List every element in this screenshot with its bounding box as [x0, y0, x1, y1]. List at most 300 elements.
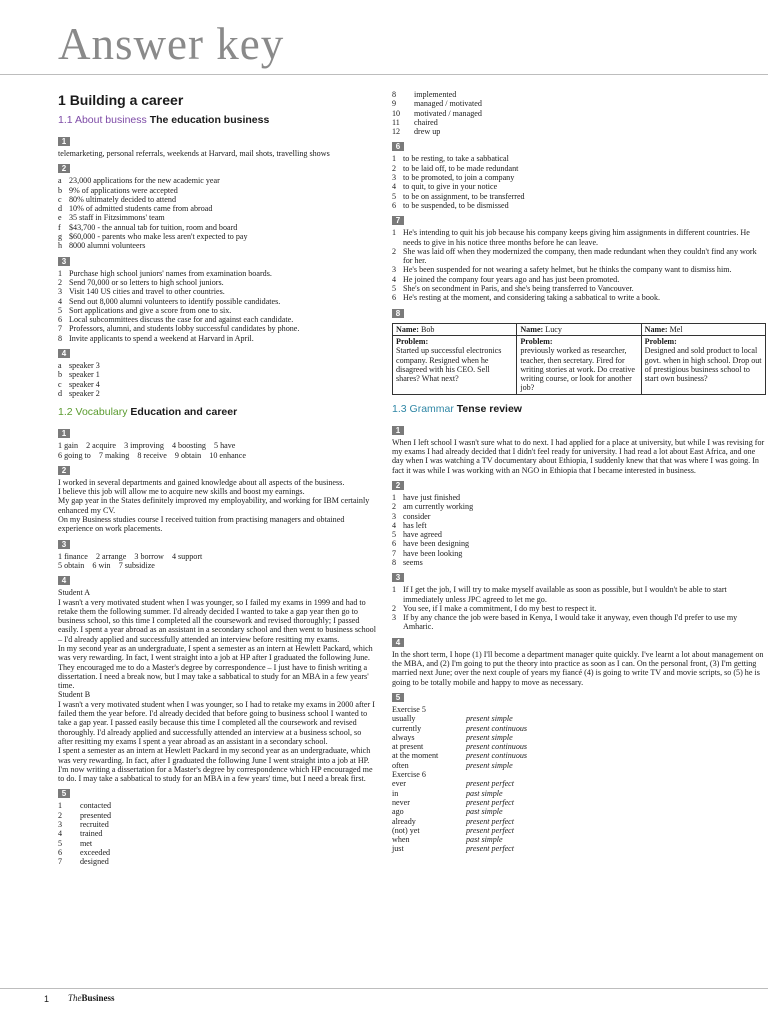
problem-label: Problem: [644, 336, 677, 346]
exercise-label: Exercise 5 [392, 704, 426, 714]
list-item [58, 204, 378, 213]
item-key: 1 [58, 268, 63, 278]
answer-paragraph: I believe this job will allow me to acquire new skills and boost my earnings. [58, 487, 305, 497]
item-key: 5 [58, 838, 63, 848]
answer-paragraph: I spent a semester as an intern at Hewlett Packard in my second year as an undergraduate, which was very rewarding. In fact, after I graduated the following June I went straight into a job at HP. I'm now writing a dissertation for a Master's degree by correspondence which HP encouraged me to do. I may take a sabbatical to study for an MBA in a few years' time, but I need a break first. [58, 746, 373, 784]
item-key: 7 [392, 548, 397, 558]
item-key: 5 [392, 284, 397, 294]
item-value: am currently working [403, 502, 474, 512]
tense-row [392, 807, 768, 816]
item-value: Professors, alumni, and students lobby successful candidates by phone. [69, 324, 300, 334]
item-value: to be suspended, to be dismissed [403, 200, 509, 210]
item-key: 5 [392, 530, 397, 540]
exercise-badge: 3 [58, 540, 70, 549]
list-item [392, 228, 768, 247]
item-key: 2 [58, 810, 63, 820]
item-key: 2 [58, 277, 63, 287]
list-item [392, 90, 768, 99]
tense-word: at the moment [392, 751, 439, 761]
exercise-badge: 2 [392, 481, 404, 490]
tense-word: usually [392, 714, 416, 724]
exercise-badge: 7 [392, 216, 404, 225]
list-item [392, 192, 768, 201]
item-key: f [58, 222, 61, 232]
item-value: motivated / managed [414, 108, 482, 118]
list-item [58, 839, 378, 848]
problem-text: Started up successful electronics company. Resigned when he disagreed with his CEO. Sell shares? What next? [396, 346, 502, 384]
answer-list [392, 585, 768, 631]
section-heading-1-3 [392, 403, 768, 415]
item-key: 1 [392, 154, 397, 164]
tense-name: present simple [466, 714, 513, 724]
answer-text: telemarketing, personal referrals, weekends at Harvard, mail shots, travelling shows [58, 149, 330, 158]
tense-word: at present [392, 742, 424, 752]
answer-list [392, 154, 768, 210]
tense-name: present continuous [466, 723, 528, 733]
answer-paragraphs [58, 588, 378, 783]
tense-name: present continuous [466, 742, 528, 752]
item-value: 8000 alumni volunteers [69, 241, 146, 251]
list-item [392, 549, 768, 558]
list-item [58, 370, 378, 379]
list-item [58, 361, 378, 370]
item-value: seems [403, 557, 423, 567]
list-item [392, 247, 768, 266]
unit-title: Building a career [69, 92, 184, 108]
item-key: 4 [58, 296, 63, 306]
item-value: to quit, to give in your notice [403, 182, 498, 192]
problem-label: Problem: [396, 336, 429, 346]
item-key: b [58, 185, 63, 195]
answer-line: 1 finance 2 arrange 3 borrow 4 support [58, 551, 203, 561]
item-value: designed [80, 857, 109, 867]
item-value: 35 staff in Fitzsimmons' team [69, 213, 165, 223]
list-item [392, 585, 768, 604]
item-value: Purchase high school juniors' names from examination boards. [69, 268, 272, 278]
item-value: Visit 140 US cities and travel to other countries. [69, 287, 225, 297]
list-item [58, 324, 378, 333]
item-key: 8 [58, 333, 63, 343]
exercise-label: Exercise 6 [392, 770, 426, 780]
list-item [392, 182, 768, 191]
tense-row [392, 779, 768, 788]
list-item [392, 109, 768, 118]
exercise-badge: 6 [392, 142, 404, 151]
list-item [392, 99, 768, 108]
list-item [58, 848, 378, 857]
item-value: have been designing [403, 539, 470, 549]
answer-list [58, 176, 378, 250]
item-key: c [58, 194, 62, 204]
item-key: 11 [392, 117, 400, 127]
tense-row [392, 844, 768, 853]
tense-name: present perfect [466, 797, 515, 807]
section-title: The education business [149, 114, 270, 126]
item-value: Local subcommittees discuss the case for and against each candidate. [69, 315, 294, 325]
exercise-badge: 5 [58, 789, 70, 798]
item-value: speaker 1 [69, 370, 100, 380]
list-item [392, 521, 768, 530]
exercise-badge: 4 [58, 576, 70, 585]
list-item [392, 512, 768, 521]
item-value: 23,000 applications for the new academic year [69, 176, 220, 186]
list-item [392, 530, 768, 539]
item-key: 6 [392, 539, 397, 549]
list-item [58, 306, 378, 315]
item-value: speaker 2 [69, 388, 100, 398]
item-value: He's intending to quit his job because his company keeps giving him assignments in different countries. He needs to give in his notice three months before he can leave. [403, 228, 750, 247]
section-label: Grammar [409, 402, 454, 415]
item-key: 8 [392, 90, 397, 99]
list-item [392, 164, 768, 173]
item-key: a [58, 176, 62, 186]
section-number: 1.3 [392, 402, 407, 415]
names-row [393, 323, 766, 335]
list-item [392, 173, 768, 182]
tense-row [392, 742, 768, 751]
exercise-badge: 1 [392, 426, 404, 435]
item-key: 7 [58, 324, 63, 334]
list-item [58, 269, 378, 278]
unit-heading [58, 92, 378, 108]
item-value: speaker 4 [69, 379, 100, 389]
item-value: managed / motivated [414, 99, 482, 109]
item-value: Invite applicants to spend a weekend at Harvard in April. [69, 333, 254, 343]
item-value: She's on secondment in Paris, and she's being transferred to Vancouver. [403, 284, 634, 294]
list-item [58, 278, 378, 287]
answer-list [58, 361, 378, 398]
answer-paragraph: My gap year in the States definitely improved my employability, and working for IBM certainly enhanced my CV. [58, 496, 370, 515]
page-title: Answer key [58, 19, 285, 69]
list-item [392, 493, 768, 502]
tense-table [392, 779, 768, 853]
exercise-badge: 1 [58, 429, 70, 438]
brand-logo [68, 993, 115, 1003]
tense-name: past simple [466, 835, 503, 845]
title-rule [0, 74, 768, 75]
item-value: $43,700 - the annual tab for tuition, room and board [69, 222, 238, 232]
tense-name: present simple [466, 760, 513, 770]
answer-line: 6 going to 7 making 8 receive 9 obtain 10 enhance [58, 450, 246, 460]
item-key: 9 [392, 99, 397, 109]
unit-number: 1 [58, 92, 66, 108]
tense-row [392, 761, 768, 770]
item-value: speaker 3 [69, 361, 100, 371]
answer-line: 1 gain 2 acquire 3 improving 4 boosting 5 have [58, 441, 236, 451]
list-item [58, 334, 378, 343]
list-item [58, 315, 378, 324]
brand-the: The [68, 993, 82, 1003]
tense-word: already [392, 816, 416, 826]
tense-word: just [392, 844, 404, 854]
tense-word: ago [392, 807, 404, 817]
names-table [392, 323, 766, 395]
problem-text: previously worked as researcher, teacher, then secretary. Fired for writing stories at work. Do creative writing course, or look for another job? [520, 346, 635, 393]
item-value: He's resting at the moment, and considering taking a sabbatical to write a book. [403, 293, 661, 303]
item-key: 4 [392, 182, 397, 192]
answer-list [392, 90, 768, 136]
item-key: h [58, 241, 63, 251]
section-number: 1.2 [58, 406, 73, 419]
answer-paragraphs [58, 478, 378, 534]
item-key: 2 [392, 246, 397, 256]
item-value: to be laid off, to be made redundant [403, 163, 519, 173]
section-label: Vocabulary [75, 406, 128, 419]
tense-name: present perfect [466, 779, 515, 789]
brand-name: Business [81, 993, 115, 1003]
tense-word: often [392, 760, 409, 770]
list-item [58, 820, 378, 829]
list-item [58, 213, 378, 222]
item-value: consider [403, 511, 431, 521]
tense-row [392, 789, 768, 798]
exercise-badge: 3 [58, 257, 70, 266]
problems-row [393, 335, 766, 394]
problem-cell [517, 335, 641, 394]
exercise-badge: 2 [58, 164, 70, 173]
exercise-badge: 4 [58, 349, 70, 358]
problem-cell [641, 335, 765, 394]
item-key: 12 [392, 127, 401, 137]
name-cell [393, 323, 517, 335]
name-cell [517, 323, 641, 335]
item-key: 3 [392, 265, 397, 275]
name-label: Name: [644, 324, 668, 334]
name-cell [641, 323, 765, 335]
item-key: 7 [58, 857, 63, 867]
section-title: Education and career [130, 406, 238, 419]
list-item [392, 604, 768, 613]
problem-cell [393, 335, 517, 394]
answer-list [58, 801, 378, 866]
answer-paragraph: I wasn't a very motivated student when I was younger, so I failed my exams in 1999 and had to retake them the following summer. I'd already decided I wanted to take a gap year then go to business school, so this time I completed all the coursework and revised thoroughly; I passed easily. I spent a year abroad as an assistant in a secondary school and then went to business school – I'd already applied and successfully attended an interview before resitting my exams. [58, 597, 376, 644]
exercise-badge: 8 [392, 309, 404, 318]
item-key: 3 [392, 511, 397, 521]
tense-name: present perfect [466, 844, 515, 854]
tense-row [392, 798, 768, 807]
tense-row [392, 724, 768, 733]
tense-row [392, 733, 768, 742]
answer-list [392, 228, 768, 302]
item-value: to be resting, to take a sabbatical [403, 154, 509, 164]
list-item [392, 284, 768, 293]
tense-word: in [392, 788, 399, 798]
item-key: 3 [58, 820, 63, 830]
item-key: 2 [392, 603, 397, 613]
item-key: 3 [58, 287, 63, 297]
answer-list [58, 269, 378, 343]
tense-word: never [392, 797, 410, 807]
item-key: 6 [58, 847, 63, 857]
item-key: e [58, 213, 62, 223]
left-column [58, 86, 378, 867]
tense-word: when [392, 835, 410, 845]
item-key: 1 [392, 228, 397, 238]
item-key: 6 [58, 315, 63, 325]
item-value: implemented [414, 90, 457, 99]
answer-list [392, 493, 768, 567]
item-value: trained [80, 829, 103, 839]
item-value: She was laid off when they modernized the company, then made redundant when they couldn't find any work for her. [403, 246, 757, 266]
answer-text: When I left school I wasn't sure what to do next. I had applied for a place at university, but while I was revising for my exams I had already decided that I didn't feel ready for university. I had read a lot about East Africa, and one day when I was watching a TV documentary about Ethiopia, I suddenly knew that that was where I was going. In fact it was while I was working with an NGO in Ethiopia that I became interested in business. [392, 437, 765, 475]
person-name: Lucy [545, 324, 562, 334]
answer-text: In the short term, I hope (1) I'll become a department manager quite quickly. I've learnt a lot about management on the MBA, and (2) I'm going to put the theory into practice as soon as I can. On the personal front, (3) I'm getting married next June; over the next couple of years my fiancé (4) is going to write TV and movie scripts, so (5) he is going to be totally mobile and happy to move as necessary. [392, 649, 764, 687]
item-key: 1 [392, 585, 397, 595]
item-key: c [58, 379, 62, 389]
name-label: Name: [396, 324, 419, 334]
list-item [58, 811, 378, 820]
item-key: b [58, 370, 63, 380]
tense-row [392, 826, 768, 835]
item-key: 5 [58, 305, 63, 315]
tense-word: ever [392, 779, 406, 789]
answer-paragraph: On my Business studies course I received tuition from practising managers and obtained experience on work placements. [58, 515, 345, 534]
item-key: 1 [58, 801, 63, 811]
item-value: 80% ultimately decided to attend [69, 194, 176, 204]
item-key: 3 [392, 173, 397, 183]
exercise-badge: 4 [392, 638, 404, 647]
answer-paragraph: Student A [58, 588, 91, 598]
list-item [392, 558, 768, 567]
item-value: If by any chance the job were based in Kenya, I would take it anyway, even though I'd prefer to use my Amharic. [403, 613, 738, 632]
list-item [58, 176, 378, 185]
item-key: 6 [392, 200, 397, 210]
item-value: Send 70,000 or so letters to high school juniors. [69, 277, 224, 287]
list-item [392, 293, 768, 302]
list-item [392, 201, 768, 210]
item-key: 4 [392, 520, 397, 530]
list-item [58, 287, 378, 296]
tense-name: present continuous [466, 751, 528, 761]
section-number: 1.1 [58, 114, 73, 126]
item-value: drew up [414, 127, 441, 137]
item-value: 10% of admitted students came from abroad [69, 204, 213, 214]
right-column [392, 90, 768, 854]
list-item [58, 232, 378, 241]
list-item [58, 829, 378, 838]
item-key: 5 [392, 191, 397, 201]
answer-line: 5 obtain 6 win 7 subsidize [58, 560, 155, 570]
item-value: Sort applications and give a score from one to six. [69, 305, 232, 315]
item-value: have been looking [403, 548, 463, 558]
tense-row [392, 817, 768, 826]
item-value: have agreed [403, 530, 442, 540]
item-key: 2 [392, 163, 397, 173]
section-heading-1-2 [58, 406, 378, 418]
item-value: contacted [80, 801, 112, 811]
item-value: recruited [80, 820, 109, 830]
person-name: Bob [420, 324, 435, 334]
item-value: presented [80, 810, 112, 820]
section-title: Tense review [456, 402, 522, 415]
tense-row [392, 835, 768, 844]
list-item [392, 265, 768, 274]
answer-paragraph: Student B [58, 690, 91, 700]
list-item [58, 186, 378, 195]
problem-label: Problem: [520, 336, 553, 346]
item-key: a [58, 361, 62, 371]
item-value: He joined the company four years ago and has just been promoted. [403, 274, 620, 284]
tense-table [392, 714, 768, 770]
item-key: 4 [392, 274, 397, 284]
tense-row [392, 714, 768, 723]
list-item [392, 154, 768, 163]
person-name: Mel [669, 324, 683, 334]
item-key: 2 [392, 502, 397, 512]
item-value: If I get the job, I will try to make myself available as soon as possible, but I wouldn't be able to start immediately unless JPC agreed to let me go. [403, 585, 727, 604]
item-value: met [80, 838, 93, 848]
item-key: 8 [392, 557, 397, 567]
list-item [58, 380, 378, 389]
item-key: 4 [58, 829, 63, 839]
exercise-badge: 1 [58, 137, 70, 146]
list-item [392, 539, 768, 548]
problem-text: Designed and sold product to local govt. when in high school. Drop out of prestigious business school to start own business? [644, 346, 762, 384]
footer-rule [0, 988, 768, 989]
item-value: chaired [414, 117, 438, 127]
list-item [58, 195, 378, 204]
exercise-badge: 5 [392, 693, 404, 702]
list-item [58, 801, 378, 810]
item-key: 6 [392, 293, 397, 303]
item-value: $60,000 - parents who make less aren't expected to pay [69, 232, 248, 242]
item-value: 9% of applications were accepted [69, 185, 178, 195]
tense-name: present perfect [466, 825, 515, 835]
tense-word: (not) yet [392, 825, 420, 835]
item-key: g [58, 232, 63, 242]
item-value: exceeded [80, 847, 111, 857]
tense-name: past simple [466, 807, 503, 817]
item-key: d [58, 204, 63, 214]
item-value: has left [403, 520, 427, 530]
tense-name: past simple [466, 788, 503, 798]
list-item [58, 389, 378, 398]
item-value: He's been suspended for not wearing a safety helmet, but he thinks the company want to dismiss him. [403, 265, 732, 275]
list-item [392, 118, 768, 127]
list-item [58, 223, 378, 232]
list-item [58, 241, 378, 250]
tense-name: present perfect [466, 816, 515, 826]
list-item [392, 127, 768, 136]
answer-paragraph: I wasn't a very motivated student when I was younger, so I had to retake my exams in 2000 after I failed them the year before. I'd already decided that before going to business school I wanted to take a gap year. I passed easily because this time I completed all the coursework and revised thoroughly. I'd already applied and successfully attended an interview at a business school, so after resitting my exams I spent a year abroad as an assistant in a secondary school. [58, 699, 375, 746]
item-key: d [58, 388, 63, 398]
answer-paragraph: In my second year as an undergraduate, I spent a semester as an intern at Hewlett Packard, which was very rewarding. In fact, I went straight into a job at HP after I graduated the following June. They encouraged me to do a Master's degree by correspondence – I just have to finish writing a dissertation. I need a break now, but I may take a sabbatical to study for an MBA in a few years' time. [58, 643, 373, 691]
section-label: About business [74, 114, 147, 126]
list-item [392, 275, 768, 284]
item-value: Send out 8,000 alumni volunteers to identify possible candidates. [69, 296, 281, 306]
item-key: 10 [392, 108, 401, 118]
tense-row [392, 751, 768, 760]
name-label: Name: [520, 324, 544, 334]
item-value: have just finished [403, 492, 461, 502]
item-value: to be promoted, to join a company [403, 173, 515, 183]
item-key: 3 [392, 613, 397, 623]
list-item [58, 857, 378, 866]
list-item [392, 613, 768, 632]
item-value: to be on assignment, to be transferred [403, 191, 525, 201]
list-item [392, 502, 768, 511]
tense-word: always [392, 732, 415, 742]
tense-word: currently [392, 723, 422, 733]
item-key: 1 [392, 492, 397, 502]
exercise-badge: 2 [58, 466, 70, 475]
exercise-badge: 3 [392, 573, 404, 582]
answer-paragraph: I worked in several departments and gained knowledge about all aspects of the business. [58, 477, 345, 487]
item-value: You see, if I make a commitment, I do my best to respect it. [403, 603, 597, 613]
tense-name: present simple [466, 732, 513, 742]
page-number: 1 [44, 994, 50, 1004]
section-heading-1-1 [58, 114, 378, 126]
